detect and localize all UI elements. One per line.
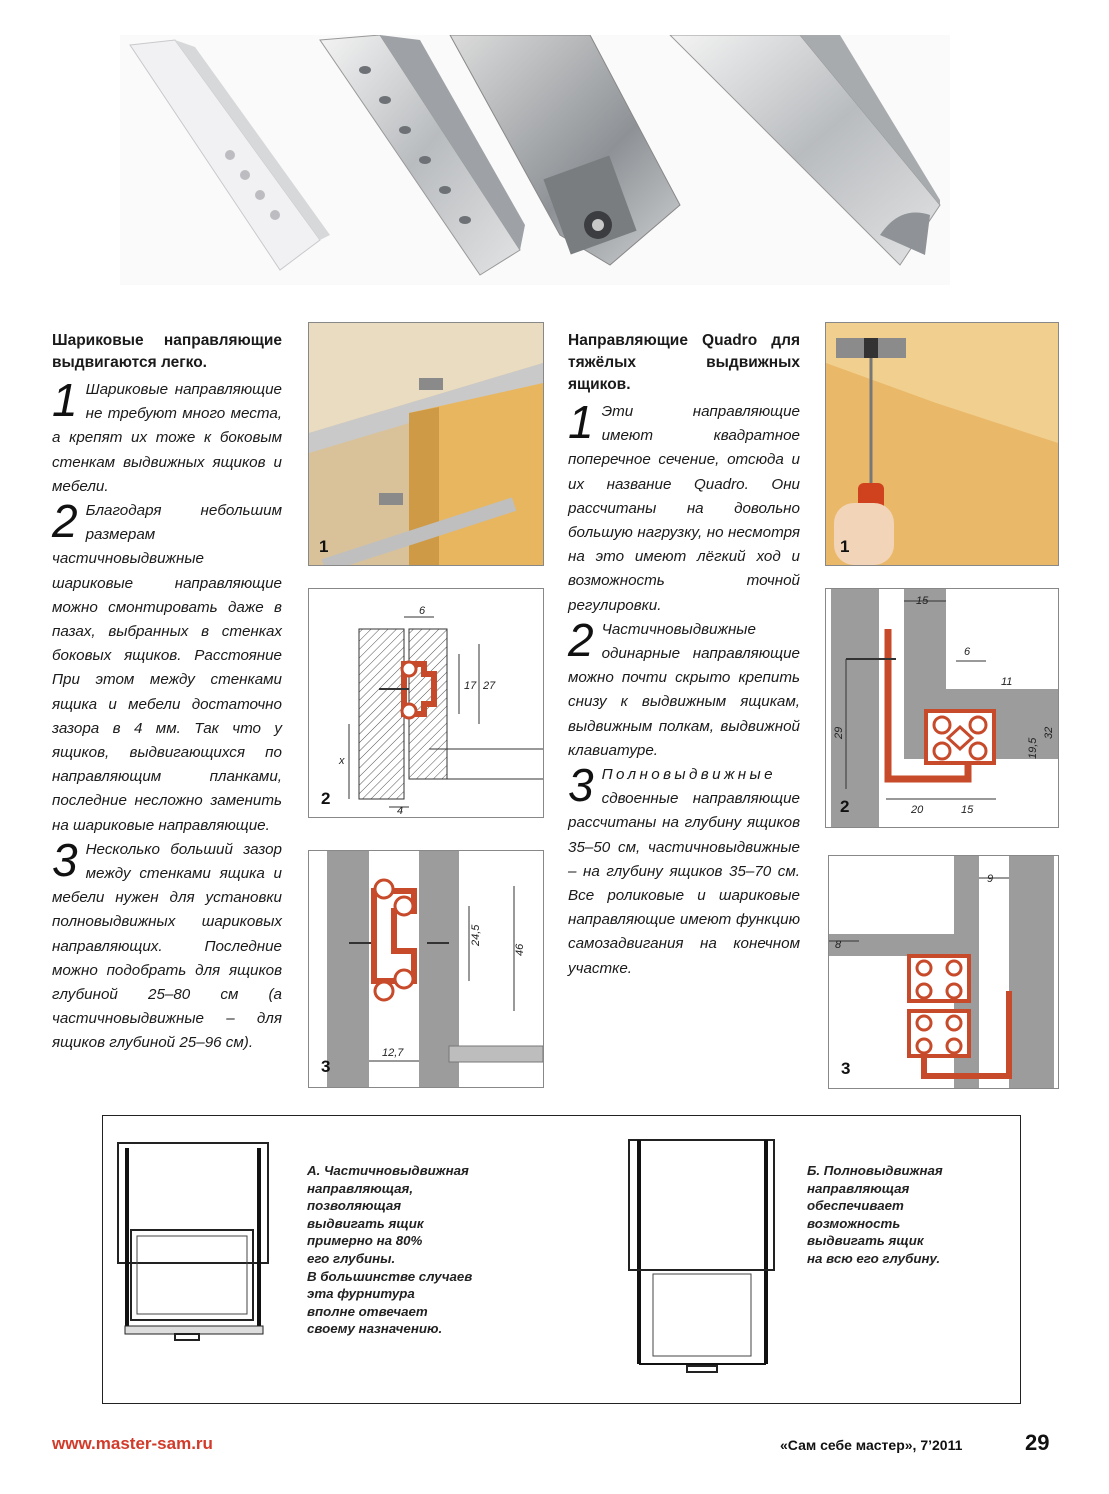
ball-rails-item-1: 1 Шариковые направляющие не требуют много места, а крепят их тоже к боковым стенкам выдвижных ящиков и мебели.: [52, 374, 282, 495]
quadro-fig-2-dim-f: 32: [1043, 726, 1055, 739]
quadro-fig-2-dim-c: 11: [1001, 676, 1013, 688]
ball-fig-1-number: 1: [319, 537, 329, 556]
ball-fig-2-dim-c: 27: [483, 680, 496, 692]
quadro-fig-2-dim-h: 15: [961, 804, 974, 816]
quadro-fig-2-dim-d: 29: [833, 726, 845, 739]
quadro-rails-heading: Направляющие Quadro для тяжёлых выдвижных ящиков.: [568, 332, 800, 393]
ball-fig-3-number: 3: [321, 1057, 331, 1076]
quadro-fig-2-dim-e: 19,5: [1027, 737, 1039, 759]
quadro-fig-1-number: 1: [840, 537, 850, 556]
magazine-issue: «Сам себе мастер», 7’2011: [780, 1437, 963, 1453]
quadro-fig-1: [825, 322, 1059, 566]
quadro-item-2: 2 Частичновыдвижные одинарные направляющие можно почти скрыто крепить снизу к выдвижным ящикам, выдвижным полкам, выдвижной клавиатуре.: [568, 613, 800, 759]
quadro-fig-2: [825, 588, 1059, 828]
quadro-fig-2-dim-b: 6: [964, 646, 971, 658]
ball-fig-2: [308, 588, 544, 818]
ball-fig-3: [308, 850, 544, 1088]
extension-comparison-panel: [102, 1115, 1021, 1404]
ball-fig-2-dim-d: 4: [397, 805, 404, 817]
partial-extension-drawing: [117, 1138, 272, 1353]
full-extension-drawing: [625, 1136, 780, 1381]
partial-extension-caption: А. Частичновыдвижная направляющая, позволяющая выдвигать ящик примерно на 80% его глубины. В большинстве случаев эта фурнитура вполне отвечает своему назначению.: [307, 1163, 473, 1337]
ball-fig-2-dim-x: x: [339, 755, 345, 767]
full-extension-caption: Б. Полновыдвижная направляющая обеспечивает возможность выдвигать ящик на всю его глубину.: [807, 1163, 943, 1266]
ball-rails-text: [52, 330, 282, 1056]
quadro-fig-3-dim-b: 8: [835, 939, 842, 951]
quadro-item-3: 3 Полновыдвижные сдвоенные направляющие рассчитаны на глубину ящиков 35–50 см, частичновыдвижные – на глубину ящиков 35–70 см. Все роликовые и шариковые направляющие имеют функцию самозадвигания на конечном участке.: [568, 759, 800, 977]
quadro-item-1: 1 Эти направляющие имеют квадратное поперечное сечение, отсюда и их название Quadro. Они рассчитаны на довольно большую нагрузку, но несмотря на это имеют лёгкий ход и возможность точной регулировки.: [568, 396, 800, 614]
ball-fig-2-dim-b: 17: [464, 680, 477, 692]
quadro-fig-2-dim-g: 20: [911, 804, 924, 816]
quadro-fig-3: [828, 855, 1059, 1089]
quadro-fig-3-number: 3: [841, 1059, 851, 1078]
ball-rails-item-2: 2 Благодаря небольшим размерам частичновыдвижные шариковые направляющие можно смонтировать даже в пазах, выбранных в стенках боковых ящиков. Расстояние При этом между стенками ящика и мебели достаточно зазора в 4 мм. Так что у ящиков, выдвигающихся по направляющим планками, последние несложно заменить на шариковые направляющие.: [52, 495, 282, 834]
page-number: 29: [1025, 1430, 1050, 1455]
site-url[interactable]: www.master-sam.ru: [52, 1434, 213, 1453]
ball-fig-3-dim-c: 12,7: [382, 1047, 404, 1059]
quadro-fig-3-dim-a: 9: [987, 873, 994, 885]
quadro-fig-2-number: 2: [840, 797, 850, 816]
ball-rails-heading: Шариковые направляющие выдвигаются легко.: [52, 332, 282, 371]
rails-photo-strip: [120, 35, 950, 285]
ball-fig-2-number: 2: [321, 789, 331, 808]
ball-fig-2-dim-a: 6: [419, 605, 426, 617]
quadro-fig-2-dim-a: 15: [916, 595, 929, 607]
ball-fig-3-dim-b: 46: [514, 943, 526, 956]
ball-rails-item-3: 3 Несколько больший зазор между стенками ящика и мебели нужен для установки полновыдвижных шариковых направляющих. Последние можно подобрать для ящиков глубиной 25–80 см (а частичновыдвижные – для ящиков глубиной 25–96 см).: [52, 833, 282, 1052]
ball-fig-1: [308, 322, 544, 566]
ball-fig-3-dim-a: 24,5: [470, 924, 482, 946]
quadro-rails-text: [568, 330, 800, 981]
